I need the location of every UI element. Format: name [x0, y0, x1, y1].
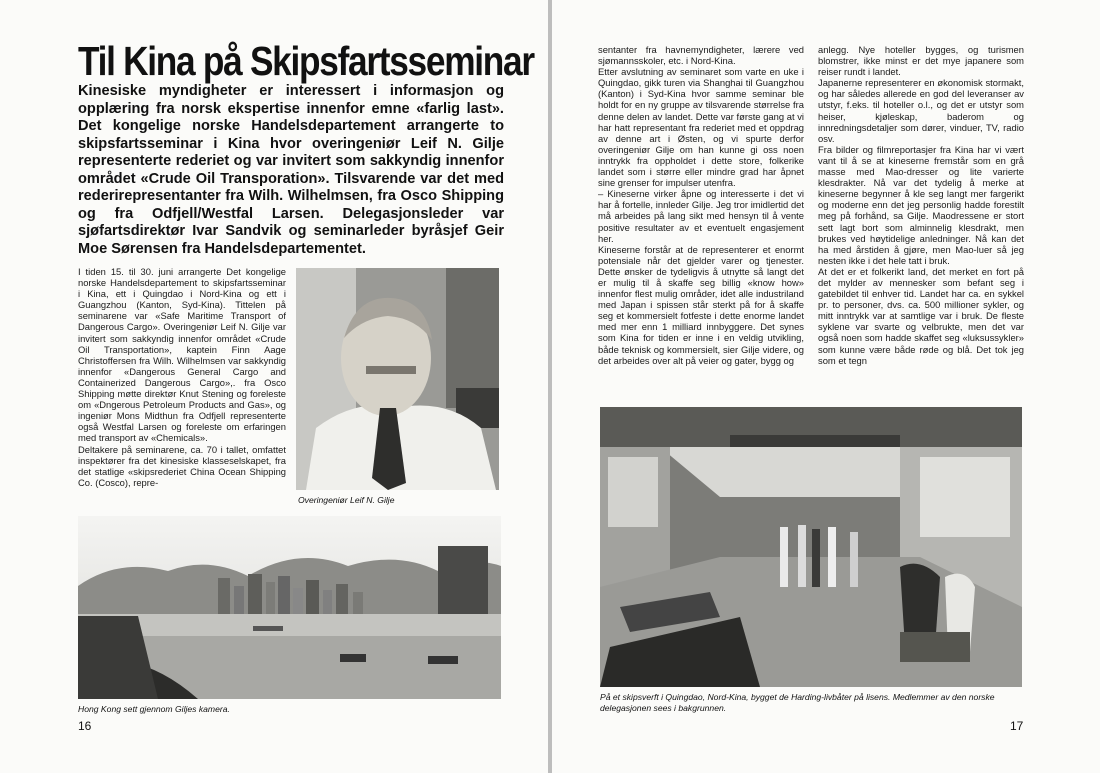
page-left [0, 0, 548, 773]
portrait-caption: Overingeniør Leif N. Gilje [298, 495, 395, 505]
body-column-right-1: sentanter fra havnemyndigheter, lærere ved sjømannsskoler, etc. i Nord-Kina. Etter avslutning av seminaret som varte en uke i Quingdao, gikk turen via Shanghai til Guangzhou (Kanton) i Syd-Kina hvor samme seminar ble holdt for en ny gruppe av tilsvarende størrelse fra denne delen av landet. Dette var første gang at vi har hatt representant fra rederiet med et oppdrag av denne art i Østen, og vi spurte derfor overingeniør Gilje om han kunne gi oss noen inntrykk fra oppholdet i dette store, folkerike landet som i større eller mindre grad har åpnet sine grenser for impulser utenfra. – Kineserne virker åpne og interesserte i det vi har å fortelle, innleder Gilje. Jeg tror imidlertid det må arbeides på lang sikt med hensyn til å vente positive resultater av et eventuelt engasjement her. Kineserne forstår at de representerer et enormt potensiale når det gjelder varer og tjenester. Dette ønsker de tydeligvis å utnytte så langt det er mulig til å skaffe seg billig «know how» innenfor flest mulig områder, idet alle industriland med Japan i spissen står sterkt på for å skaffe seg et kommersielt fotfeste i dette enorme landet med mer enn 1 milliard innbyggere. Det synes som Kina for tiden er inne i en veldig utvikling, både teknisk og kommersielt, sier Gilje videre, og det arbeides over alt på veier og gater, bygg og [598, 44, 804, 366]
article-title: Til Kina på Skipsfartsseminar [78, 38, 534, 84]
page-number-left: 16 [78, 719, 92, 733]
body-column-left: I tiden 15. til 30. juni arrangerte Det kongelige norske Handelsdepartement to skipsfartsseminar i Kina, ett i Quingdao i Nord-Kina og ett i Guangzhou (Kanton, Syd-Kina). Tittelen på seminarene var «Safe Maritime Transport of Dangerous Cargo». Overingeniør Leif N. Gilje var invitert som sakkyndig innenfor området «Crude Oil Transportation», kaptein Finn Aage Christoffersen fra Wilh. Wilhelmsen var sakkyndig innenfor «Dangerous General Cargo and Containerized Dangerous Cargo»,. fra Osco Shipping møtte direktør Knut Stening og foreleste om «Dngerous Petroleum Products and Gas», og ingeniør Mons Midthun fra Odfjell representerte også Westfal Larsen og foreleste om erfaringen med transport av «Chemicals». Deltakere på seminarene, ca. 70 i tallet, omfattet inspektører fra det kinesiske klasseselskapet, fra det statlige «skipsrederiet China Ocean Shipping Co. (Cosco), repre- [78, 266, 286, 488]
body-column-right-2: anlegg. Nye hoteller bygges, og turismen blomstrer, ikke minst er det mye japanere som reiser rundt i landet. Japanerne representerer en økonomisk stormakt, og har således allerede en god del leveranser av utstyr, f.eks. til hoteller o.l., og det er utstyr som heiser, kjøleskap, baderom og innredningsdetaljer som dører, vinduer, TV, radio osv. Fra bilder og filmreportasjer fra Kina har vi vært vant til å se at kineserne fremstår som en grå masse med Mao-dresser og lite varierte klesdrakter. Nå var det tydelig å merke at kineserne begynner å kle seg langt mer fargerikt og moderne enn det jeg personlig hadde forestilt meg på forhånd, sa Gilje. Maodressene er stort sett lagt bort som alminnelig klesdrakt, men brukes ved høytidelige anledninger. Nå kan det ha med årstiden å gjøre, men Mao-luer så jeg nesten ikke i det hele tatt i bruk. At det er et folkerikt land, det merket en fort på det mylder av mennesker som befant seg i gatebildet til enhver tid. Landet har ca. en sykkel pr. to personer, dvs. ca. 500 millioner sykler, og mitt inntrykk var at samtlige var i bruk. De fleste syklene var svarte og velbrukte, men det var også noen som hadde skaffet seg «luksussykler» som kunne være både røde og blå. Det tok jeg som et tegn [818, 44, 1024, 366]
portrait-photo [296, 268, 499, 490]
shipyard-photo [600, 407, 1022, 687]
page-number-right: 17 [1010, 719, 1024, 733]
shipyard-caption: På et skipsverft i Quingdao, Nord-Kina, bygget de Harding-livbåter på lisens. Medlemmer av den norske delegasjonen sees i bakgrunnen. [600, 692, 995, 713]
article-lead: Kinesiske myndigheter er interessert i informasjon og opplæring fra norsk ekspertise innenfor emne «farlig last». Det kongelige norske Handelsdepartement arrangerte to skipsfartsseminar i Kina hvor overingeniør Leif N. Gilje representerte rederiet og var invitert som sakkyndig innenfor området «Crude Oil Transporation». Tilsvarende var det med rederirepresentanter fra Wilh. Wilhelmsen, fra Osco Shipping og fra Odfjell/Westfal Larsen. Delegasjonsleder var sjøfartsdirektør Ivar Sandvik og seminarleder byråsjef Geir Moe Sørensen fra Handelsdepartementet. [78, 83, 504, 257]
page-right [552, 0, 1100, 773]
harbor-photo [78, 516, 501, 699]
harbor-caption: Hong Kong sett gjennom Giljes kamera. [78, 704, 230, 714]
